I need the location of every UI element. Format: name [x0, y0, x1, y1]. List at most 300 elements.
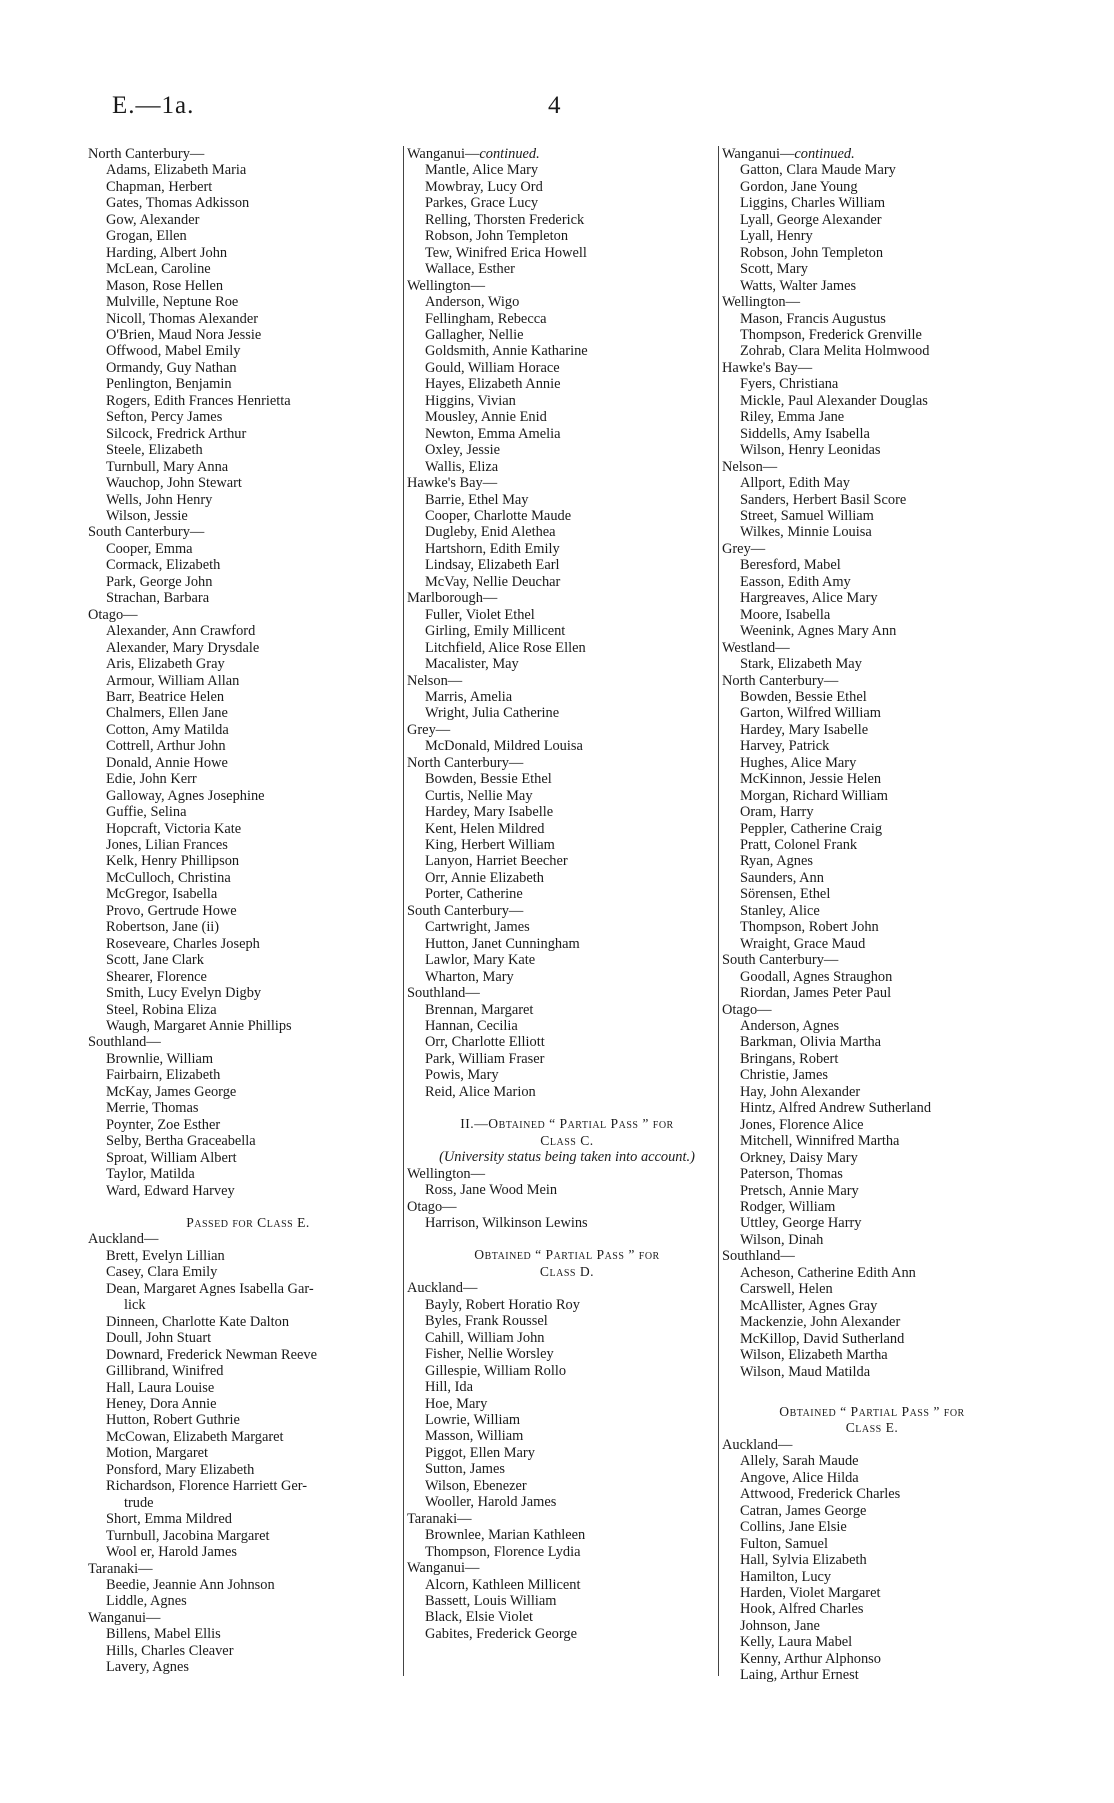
region-list	[88, 1561, 408, 1610]
name-entry: Robson, John Templeton	[425, 228, 569, 245]
region-list	[722, 459, 1022, 541]
region-title	[722, 146, 1022, 162]
name-entry: Bowden, Bessie Ethel	[425, 771, 552, 788]
name-entry: Cooper, Emma	[106, 540, 193, 557]
name-entry: Jones, Florence Alice	[740, 1116, 864, 1133]
name-entry: Aris, Elizabeth Gray	[106, 656, 225, 673]
name-entry: Scott, Jane Clark	[106, 952, 204, 969]
name-entry: Wilson, Henry Leonidas	[740, 442, 881, 459]
name-entry: Piggot, Ellen Mary	[425, 1444, 535, 1461]
region-list	[407, 1280, 727, 1510]
name-entry: Mason, Francis Augustus	[740, 310, 886, 327]
name-entry: Catran, James George	[740, 1502, 867, 1519]
region-title: Taranaki—	[88, 1560, 153, 1577]
name-entry: Bowden, Bessie Ethel	[740, 688, 867, 705]
name-entry: Masson, William	[425, 1428, 524, 1445]
section-note: (University status being taken into account.)	[439, 1149, 695, 1166]
name-entry: Richardson, Florence Harriett Ger-	[106, 1478, 308, 1495]
name-entry: Moore, Isabella	[740, 606, 831, 623]
name-entry: Poynter, Zoe Esther	[106, 1116, 221, 1133]
name-entry: Thompson, Robert John	[740, 919, 879, 936]
name-entry: Hall, Sylvia Elizabeth	[740, 1552, 867, 1569]
name-entry: Pretsch, Annie Mary	[740, 1182, 859, 1199]
name-entry: Girling, Emily Millicent	[425, 623, 566, 640]
name-entry: Kelly, Laura Mabel	[740, 1634, 853, 1651]
name-entry: Cottrell, Arthur John	[106, 738, 226, 755]
name-entry: Attwood, Frederick Charles	[740, 1486, 901, 1503]
name-entry: Kent, Helen Mildred	[425, 820, 545, 837]
name-entry: Collins, Jane Elsie	[740, 1519, 847, 1536]
name-entry: Mackenzie, John Alexander	[740, 1314, 901, 1331]
name-entry: Galloway, Agnes Josephine	[106, 787, 265, 804]
name-entry: Sefton, Percy James	[106, 409, 223, 426]
name-entry: Cooper, Charlotte Maude	[425, 507, 572, 524]
name-entry: Provo, Gertrude Howe	[106, 902, 237, 919]
name-entry: McKinnon, Jessie Helen	[740, 771, 882, 788]
name-entry: Oram, Harry	[740, 804, 814, 821]
name-entry: Wilkes, Minnie Louisa	[740, 524, 872, 541]
name-entry: Silcock, Fredrick Arthur	[106, 425, 247, 442]
region-list	[407, 722, 727, 755]
name-entry: Brownlie, William	[106, 1050, 214, 1067]
name-entry: Hargreaves, Alice Mary	[740, 590, 878, 607]
region-list	[722, 1002, 1022, 1249]
name-entry: Hay, John Alexander	[740, 1083, 861, 1100]
name-entry: Wool er, Harold James	[106, 1544, 237, 1561]
region-list	[407, 673, 727, 722]
name-entry: Shearer, Florence	[106, 968, 207, 985]
name-entry: Alexander, Mary Drysdale	[106, 639, 260, 656]
region-list	[88, 1610, 408, 1676]
name-entry: Morgan, Richard William	[740, 787, 888, 804]
name-entry: Heney, Dora Annie	[106, 1395, 217, 1412]
region-title: Hawke's Bay—	[407, 475, 498, 492]
name-entry: Edie, John Kerr	[106, 771, 197, 788]
name-entry: Zohrab, Clara Melita Holmwood	[740, 343, 930, 360]
page-header	[0, 92, 1114, 128]
name-entry: Siddells, Amy Isabella	[740, 425, 870, 442]
name-entry: Adams, Elizabeth Maria	[106, 162, 247, 179]
name-entry: Wilson, Jessie	[106, 507, 188, 524]
name-entry: McGregor, Isabella	[106, 886, 218, 903]
name-list	[407, 162, 727, 277]
name-entry: Merrie, Thomas	[106, 1100, 199, 1117]
region-title: Wellington—	[722, 294, 800, 311]
name-entry: Saunders, Ann	[740, 869, 824, 886]
name-entry: Pratt, Colonel Frank	[740, 837, 858, 854]
name-entry: Gallagher, Nellie	[425, 326, 524, 343]
name-entry: Wilson, Maud Matilda	[740, 1363, 871, 1380]
name-entry: Hughes, Alice Mary	[740, 754, 857, 771]
region-title: South Canterbury—	[407, 902, 524, 919]
region-title-text: Wanganui—	[722, 146, 795, 162]
name-entry: McCulloch, Christina	[106, 869, 231, 886]
region-title: North Canterbury—	[722, 672, 839, 689]
name-entry: Liddle, Agnes	[106, 1593, 187, 1610]
name-entry: Penlington, Benjamin	[106, 376, 232, 393]
name-entry: Fisher, Nellie Worsley	[425, 1346, 554, 1363]
name-entry: Hartshorn, Edith Emily	[425, 540, 560, 557]
name-entry: Wauchop, John Stewart	[106, 475, 242, 492]
name-entry: Motion, Margaret	[106, 1445, 209, 1462]
name-entry: Stanley, Alice	[740, 902, 820, 919]
region-list	[407, 755, 727, 903]
name-entry: Lawlor, Mary Kate	[425, 952, 536, 969]
region-list	[88, 524, 408, 606]
region-wanganui-continued	[407, 146, 727, 278]
name-entry: Orkney, Daisy Mary	[740, 1149, 858, 1166]
region-title: Southland—	[88, 1034, 161, 1051]
name-entry: Barrie, Ethel May	[425, 491, 529, 508]
name-entry: Liggins, Charles William	[740, 195, 886, 212]
name-entry: McKillop, David Sutherland	[740, 1330, 905, 1347]
name-entry: Wharton, Mary	[425, 968, 514, 985]
name-entry: Alcorn, Kathleen Millicent	[425, 1576, 581, 1593]
name-entry: Hardey, Mary Isabelle	[740, 721, 869, 738]
section-heading-class: Class C.	[540, 1132, 594, 1148]
name-entry: O'Brien, Maud Nora Jessie	[106, 326, 262, 343]
name-entry: Gordon, Jane Young	[740, 178, 858, 195]
name-entry: Stark, Elizabeth May	[740, 656, 862, 673]
region-title: Wellington—	[407, 1165, 485, 1182]
name-entry: Powis, Mary	[425, 1067, 499, 1084]
name-entry: McDonald, Mildred Louisa	[425, 738, 583, 755]
name-entry: Kelk, Henry Phillipson	[106, 853, 240, 870]
name-entry: Turnbull, Mary Anna	[106, 458, 229, 475]
region-list	[722, 294, 1022, 360]
region-list	[88, 146, 408, 524]
name-entry: Bassett, Louis William	[425, 1592, 557, 1609]
name-entry: Gillespie, William Rollo	[425, 1362, 567, 1379]
name-entry: Armour, William Allan	[106, 672, 240, 689]
name-entry: Lyall, George Alexander	[740, 211, 882, 228]
name-entry: Anderson, Wigo	[425, 294, 520, 311]
name-entry: Gould, William Horace	[425, 359, 560, 376]
name-entry: Roseveare, Charles Joseph	[106, 935, 260, 952]
region-title: Auckland—	[407, 1280, 478, 1297]
name-entry: Grogan, Ellen	[106, 228, 187, 245]
name-entry: Macalister, May	[425, 656, 519, 673]
name-entry: Thompson, Frederick Grenville	[740, 326, 922, 343]
section-heading-class: Class E.	[845, 1420, 899, 1436]
name-entry: McAllister, Agnes Gray	[740, 1297, 878, 1314]
name-entry: Robson, John Templeton	[740, 244, 884, 261]
continued-label: continued.	[794, 146, 855, 162]
page-reference: E.—1a.	[112, 92, 195, 119]
name-entry: King, Herbert William	[425, 837, 555, 854]
name-entry: Goodall, Agnes Straughon	[740, 968, 893, 985]
name-entry: Gabites, Frederick George	[425, 1625, 577, 1642]
name-entry: Laing, Arthur Ernest	[740, 1667, 859, 1684]
region-list	[407, 1511, 727, 1560]
name-list	[88, 1511, 408, 1560]
name-entry: Fulton, Samuel	[740, 1535, 828, 1552]
name-entry: Lavery, Agnes	[106, 1659, 189, 1676]
region-list	[407, 985, 727, 1100]
region-list	[722, 673, 1022, 953]
name-entry: Orr, Charlotte Elliott	[425, 1034, 545, 1051]
name-entry: Easson, Edith Amy	[740, 573, 851, 590]
continued-label: continued.	[479, 146, 540, 162]
region-title: Nelson—	[722, 458, 778, 475]
name-entry: Brett, Evelyn Lillian	[106, 1247, 225, 1264]
region-list	[722, 360, 1022, 459]
region-title: South Canterbury—	[722, 952, 839, 969]
name-entry: Fyers, Christiana	[740, 376, 839, 393]
name-entry: Gow, Alexander	[106, 211, 200, 228]
name-entry: Black, Elsie Violet	[425, 1609, 533, 1626]
name-entry: Steele, Elizabeth	[106, 442, 203, 459]
region-title: Wanganui—	[407, 1560, 480, 1577]
region-list	[722, 952, 1022, 1001]
name-entry: Barkman, Olivia Martha	[740, 1034, 882, 1051]
region-auckland	[88, 1231, 408, 1560]
name-entry: Weenink, Agnes Mary Ann	[740, 623, 897, 640]
region-title: Hawke's Bay—	[722, 359, 813, 376]
region-list	[722, 1248, 1022, 1380]
region-title: South Canterbury—	[88, 524, 205, 541]
name-entry: Harding, Albert John	[106, 244, 228, 261]
region-title: North Canterbury—	[88, 146, 205, 162]
name-entry: Harden, Violet Margaret	[740, 1584, 881, 1601]
name-entry: Sanders, Herbert Basil Score	[740, 491, 907, 508]
name-entry: Thompson, Florence Lydia	[425, 1543, 581, 1560]
name-entry: Wallis, Eliza	[425, 458, 499, 475]
name-entry: Acheson, Catherine Edith Ann	[740, 1264, 916, 1281]
name-entry: Goldsmith, Annie Katharine	[425, 343, 588, 360]
name-entry: Mowbray, Lucy Ord	[425, 178, 543, 195]
name-entry: Riordan, James Peter Paul	[740, 985, 892, 1002]
region-title: Taranaki—	[407, 1510, 472, 1527]
name-entry: Ponsford, Mary Elizabeth	[106, 1461, 255, 1478]
name-entry: Wallace, Esther	[425, 261, 515, 278]
column-1	[88, 146, 408, 1676]
section-heading: Obtained “ Partial Pass ” for	[779, 1403, 965, 1419]
name-entry: Carswell, Helen	[740, 1281, 833, 1298]
region-wanganui-continued	[722, 146, 1022, 294]
name-entry: Fuller, Violet Ethel	[425, 606, 535, 623]
name-entry: Fairbairn, Elizabeth	[106, 1067, 221, 1084]
name-entry: Wells, John Henry	[106, 491, 213, 508]
region-title: Marlborough—	[407, 590, 498, 607]
name-entry: Tew, Winifred Erica Howell	[425, 244, 587, 261]
name-entry: Oxley, Jessie	[425, 442, 501, 459]
region-title: Grey—	[722, 540, 766, 557]
name-entry: Hutton, Janet Cunningham	[425, 935, 580, 952]
name-entry: Rodger, William	[740, 1199, 836, 1215]
name-entry: Ryan, Agnes	[740, 853, 813, 870]
name-entry: Robertson, Jane (ii)	[106, 919, 220, 936]
name-entry: Billens, Mabel Ellis	[106, 1626, 221, 1643]
name-entry: Doull, John Stuart	[106, 1330, 212, 1347]
name-entry: Uttley, George Harry	[740, 1215, 862, 1232]
name-entry: Selby, Bertha Graceabella	[106, 1133, 256, 1150]
name-entry: Hardey, Mary Isabelle	[425, 804, 554, 821]
region-list	[407, 590, 727, 672]
name-entry: Gillibrand, Winifred	[106, 1363, 224, 1380]
name-entry: Wooller, Harold James	[425, 1494, 557, 1511]
name-entry: Casey, Clara Emily	[106, 1264, 218, 1281]
name-entry: Alexander, Ann Crawford	[106, 623, 256, 640]
name-entry: Hayes, Elizabeth Annie	[425, 376, 561, 393]
name-entry: Chalmers, Ellen Jane	[106, 705, 228, 722]
name-entry: Waugh, Margaret Annie Phillips	[106, 1018, 292, 1035]
region-list	[88, 1034, 408, 1199]
name-entry: Cahill, William John	[425, 1329, 545, 1346]
name-entry: Johnson, Jane	[740, 1617, 820, 1634]
name-entry: Hall, Laura Louise	[106, 1379, 215, 1396]
name-entry: Beedie, Jeannie Ann Johnson	[106, 1576, 275, 1593]
name-entry: Dinneen, Charlotte Kate Dalton	[106, 1313, 290, 1330]
name-entry: Newton, Emma Amelia	[425, 425, 561, 442]
name-entry: Marris, Amelia	[425, 688, 513, 705]
region-list	[88, 607, 408, 1035]
name-entry: Turnbull, Jacobina Margaret	[106, 1527, 270, 1544]
name-entry: Harrison, Wilkinson Lewins	[425, 1215, 588, 1231]
name-entry: Fellingham, Rebecca	[425, 310, 547, 327]
region-title: Otago—	[722, 1001, 772, 1018]
name-entry: Hill, Ida	[425, 1379, 473, 1396]
section-heading-class: Class D.	[539, 1263, 595, 1279]
region-title: Grey—	[407, 721, 451, 738]
name-entry: Cotton, Amy Matilda	[106, 721, 229, 738]
section-heading: Obtained “ Partial Pass ” for	[474, 1247, 660, 1263]
name-entry: Litchfield, Alice Rose Ellen	[425, 639, 586, 656]
name-entry: Ormandy, Guy Nathan	[106, 359, 237, 376]
region-list	[722, 640, 1022, 673]
name-entry: Steel, Robina Eliza	[106, 1001, 217, 1018]
name-entry: Bringans, Robert	[740, 1050, 839, 1067]
name-entry: Rogers, Edith Frances Henrietta	[106, 392, 291, 409]
page-number: 4	[548, 92, 561, 119]
name-entry: McLean, Caroline	[106, 261, 211, 278]
name-entry: Sproat, William Albert	[106, 1149, 237, 1166]
name-entry: Bayly, Robert Horatio Roy	[425, 1296, 580, 1313]
name-entry: Hintz, Alfred Andrew Sutherland	[740, 1100, 932, 1117]
name-entry: Donald, Annie Howe	[106, 754, 228, 771]
name-entry: Hoe, Mary	[425, 1395, 488, 1412]
region-title-text: Wanganui—	[407, 146, 480, 162]
name-entry: Lyall, Henry	[740, 228, 813, 245]
name-entry: Dean, Margaret Agnes Isabella Gar-	[106, 1280, 314, 1297]
name-entry: Street, Samuel William	[740, 507, 874, 524]
name-entry: Garton, Wilfred William	[740, 705, 881, 722]
region-title: Wellington—	[407, 277, 485, 294]
column-2	[403, 146, 727, 1676]
name-entry: Smith, Lucy Evelyn Digby	[106, 985, 262, 1002]
region-title: Southland—	[722, 1248, 795, 1265]
name-entry: Porter, Catherine	[425, 886, 523, 903]
region-list	[407, 475, 727, 590]
name-entry: Relling, Thorsten Frederick	[425, 211, 585, 228]
name-entry: Wraight, Grace Maud	[740, 935, 866, 952]
name-entry: Orr, Annie Elizabeth	[425, 869, 544, 886]
name-entry: Sörensen, Ethel	[740, 886, 831, 903]
name-entry: Anderson, Agnes	[740, 1018, 840, 1035]
name-entry: Strachan, Barbara	[106, 590, 210, 607]
name-entry: Gatton, Clara Maude Mary	[740, 162, 896, 179]
name-entry: Mantle, Alice Mary	[425, 162, 539, 179]
name-entry: Kenny, Arthur Alphonso	[740, 1650, 881, 1667]
name-entry: Mickle, Paul Alexander Douglas	[740, 392, 928, 409]
region-list	[722, 1437, 1022, 1684]
region-list	[407, 278, 727, 475]
name-entry: Paterson, Thomas	[740, 1166, 843, 1183]
name-entry: Cartwright, James	[425, 919, 530, 936]
name-entry: Higgins, Vivian	[425, 392, 516, 409]
name-entry: Christie, James	[740, 1067, 828, 1084]
name-entry: Parkes, Grace Lucy	[425, 195, 539, 212]
name-entry: Hamilton, Lucy	[740, 1568, 832, 1585]
region-list	[407, 1199, 727, 1232]
region-list	[407, 1560, 727, 1642]
name-entry: Watts, Walter James	[740, 277, 857, 294]
column-3	[718, 146, 1022, 1684]
name-entry-continuation: lick	[124, 1297, 146, 1314]
name-entry: Gates, Thomas Adkisson	[106, 195, 250, 212]
region-title: Auckland—	[722, 1436, 793, 1453]
name-entry: Lanyon, Harriet Beecher	[425, 853, 568, 870]
name-entry: Harvey, Patrick	[740, 738, 830, 755]
name-entry: Curtis, Nellie May	[425, 787, 533, 804]
name-entry: Barr, Beatrice Helen	[106, 688, 225, 705]
name-entry: Hopcraft, Victoria Kate	[106, 820, 242, 837]
region-title: Otago—	[407, 1198, 457, 1215]
name-entry: Park, William Fraser	[425, 1050, 545, 1067]
name-entry: McVay, Nellie Deuchar	[425, 573, 561, 590]
name-entry: Cormack, Elizabeth	[106, 557, 221, 574]
name-entry: Wilson, Ebenezer	[425, 1477, 527, 1494]
name-entry: Ross, Jane Wood Mein	[425, 1182, 558, 1199]
region-title: North Canterbury—	[407, 754, 524, 771]
name-entry-continuation: trude	[124, 1494, 154, 1511]
region-title: Otago—	[88, 606, 138, 623]
name-entry: Allport, Edith May	[740, 475, 850, 492]
name-entry: Short, Emma Mildred	[106, 1511, 232, 1528]
name-entry: Hook, Alfred Charles	[740, 1601, 864, 1618]
name-entry: Mitchell, Winnifred Martha	[740, 1133, 900, 1150]
name-entry: Offwood, Mabel Emily	[106, 343, 241, 360]
name-entry: Dugleby, Enid Alethea	[425, 524, 556, 541]
region-title: Auckland—	[88, 1231, 159, 1248]
name-entry: Hills, Charles Cleaver	[106, 1642, 234, 1659]
name-entry: Guffie, Selina	[106, 804, 187, 821]
region-list	[407, 1166, 727, 1199]
name-entry: Park, George John	[106, 573, 213, 590]
name-entry: Allely, Sarah Maude	[740, 1453, 859, 1470]
name-entry: Ward, Edward Harvey	[106, 1182, 235, 1199]
name-entry: Hannan, Cecilia	[425, 1018, 518, 1035]
name-entry: Chapman, Herbert	[106, 178, 213, 195]
region-title	[407, 146, 727, 162]
name-entry: Reid, Alice Marion	[425, 1083, 536, 1100]
name-list	[722, 162, 1022, 294]
region-title: Wanganui—	[88, 1609, 161, 1626]
name-entry: Beresford, Mabel	[740, 557, 841, 574]
name-entry: Scott, Mary	[740, 261, 808, 278]
region-title: Nelson—	[407, 672, 463, 689]
name-entry: Brownlee, Marian Kathleen	[425, 1527, 586, 1544]
name-entry: Wright, Julia Catherine	[425, 705, 560, 722]
name-entry: Riley, Emma Jane	[740, 409, 845, 426]
name-entry: Mulville, Neptune Roe	[106, 294, 239, 311]
name-entry: Angove, Alice Hilda	[740, 1469, 859, 1486]
name-entry: Taylor, Matilda	[106, 1166, 195, 1183]
name-list	[88, 1248, 408, 1281]
name-entry: Wilson, Dinah	[740, 1231, 824, 1248]
name-entry: Jones, Lilian Frances	[106, 837, 228, 854]
name-entry: Brennan, Margaret	[425, 1001, 534, 1018]
